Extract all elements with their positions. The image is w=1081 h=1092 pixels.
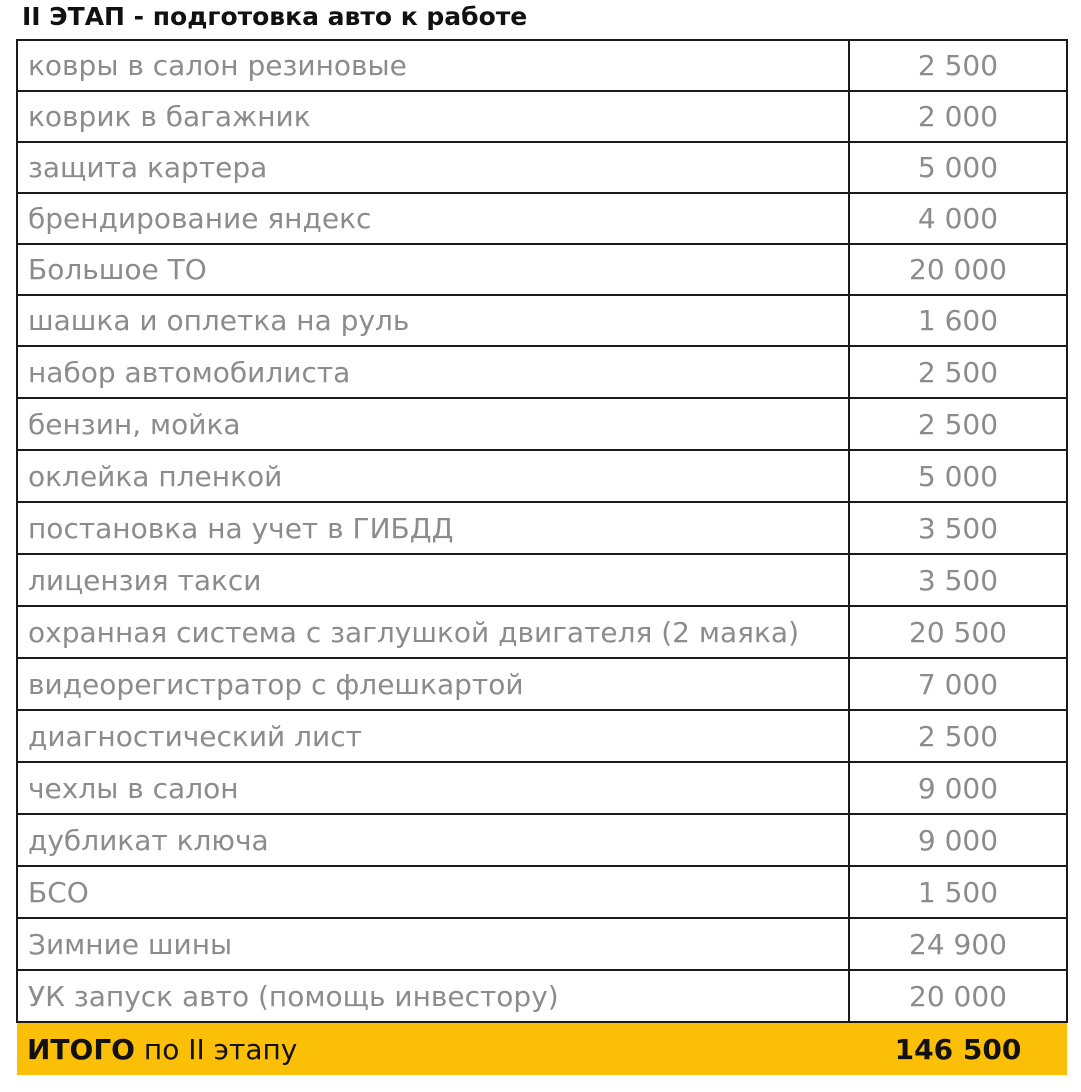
item-name: коврик в багажник	[17, 91, 849, 142]
item-amount: 3 500	[849, 554, 1067, 606]
total-label-rest: по II этапу	[134, 1032, 298, 1066]
item-name: Зимние шины	[17, 918, 849, 970]
item-amount: 2 500	[849, 40, 1067, 91]
item-name: постановка на учет в ГИБДД	[17, 502, 849, 554]
table-row	[17, 554, 1067, 606]
item-amount: 3 500	[849, 502, 1067, 554]
item-amount: 24 900	[849, 918, 1067, 970]
table-row	[17, 866, 1067, 918]
item-amount: 20 000	[849, 970, 1067, 1022]
item-name: бензин, мойка	[17, 398, 849, 450]
item-amount: 7 000	[849, 658, 1067, 710]
item-amount: 1 500	[849, 866, 1067, 918]
table-row	[17, 450, 1067, 502]
table-row	[17, 244, 1067, 295]
item-name: БСО	[17, 866, 849, 918]
page-title: II ЭТАП - подготовка авто к работе	[22, 2, 528, 31]
table-row	[17, 193, 1067, 244]
item-name: защита картера	[17, 142, 849, 193]
item-name: диагностический лист	[17, 710, 849, 762]
item-name: Большое ТО	[17, 244, 849, 295]
item-amount: 2 500	[849, 398, 1067, 450]
item-amount: 20 500	[849, 606, 1067, 658]
item-name: набор автомобилиста	[17, 346, 849, 398]
item-name: чехлы в салон	[17, 762, 849, 814]
item-name: шашка и оплетка на руль	[17, 295, 849, 346]
cost-table	[16, 39, 1068, 1075]
total-amount-value: 146 500	[894, 1032, 1022, 1066]
item-amount: 20 000	[849, 244, 1067, 295]
item-name: УК запуск авто (помощь инвестору)	[17, 970, 849, 1022]
item-name: брендирование яндекс	[17, 193, 849, 244]
item-amount: 2 500	[849, 346, 1067, 398]
item-amount: 4 000	[849, 193, 1067, 244]
table-row	[17, 346, 1067, 398]
table-row	[17, 970, 1067, 1022]
item-amount: 9 000	[849, 814, 1067, 866]
table-row	[17, 91, 1067, 142]
table-row	[17, 502, 1067, 554]
table-row	[17, 295, 1067, 346]
table-row	[17, 918, 1067, 970]
table-row	[17, 606, 1067, 658]
item-name: охранная система с заглушкой двигателя (2 маяка)	[17, 606, 849, 658]
item-amount: 9 000	[849, 762, 1067, 814]
table-row	[17, 762, 1067, 814]
table-row	[17, 398, 1067, 450]
total-label	[17, 1022, 849, 1075]
item-amount: 5 000	[849, 450, 1067, 502]
table-row	[17, 814, 1067, 866]
item-name: ковры в салон резиновые	[17, 40, 849, 91]
item-name: оклейка пленкой	[17, 450, 849, 502]
table-row	[17, 142, 1067, 193]
item-amount: 2 500	[849, 710, 1067, 762]
item-name: лицензия такси	[17, 554, 849, 606]
item-amount: 2 000	[849, 91, 1067, 142]
item-amount: 5 000	[849, 142, 1067, 193]
total-amount	[849, 1022, 1067, 1075]
total-row	[17, 1022, 1067, 1075]
total-label-bold: ИТОГО	[27, 1032, 135, 1066]
table-row	[17, 710, 1067, 762]
item-name: дубликат ключа	[17, 814, 849, 866]
item-amount: 1 600	[849, 295, 1067, 346]
table-row	[17, 658, 1067, 710]
table-row	[17, 40, 1067, 91]
item-name: видеорегистратор с флешкартой	[17, 658, 849, 710]
